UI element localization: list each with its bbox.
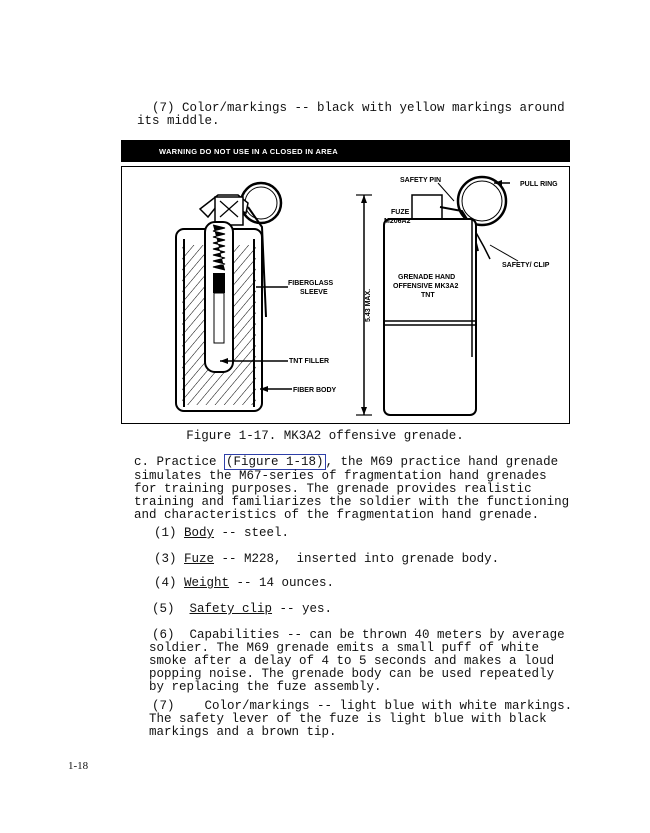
practice-line: simulates the M67-series of fragmentation hand grenades xyxy=(134,469,547,483)
label-fiber-body: FIBER BODY xyxy=(293,387,337,394)
section7-line2: its middle. xyxy=(137,114,220,128)
item-weight xyxy=(154,577,334,590)
label-grenade-hand: GRENADE HAND xyxy=(398,274,456,281)
page-number: 1-18 xyxy=(68,760,89,772)
colors-line: (7) Color/markings -- light blue with white markings. xyxy=(152,699,573,713)
practice-prefix: c. Practice xyxy=(134,455,225,469)
figure-caption: Figure 1-17. MK3A2 offensive grenade. xyxy=(186,429,464,443)
item-term: Body xyxy=(184,526,215,540)
section7-line1: (7) Color/markings -- black with yellow markings around xyxy=(152,101,565,115)
figure-frame xyxy=(121,166,570,424)
item-number: (4) xyxy=(154,576,185,590)
practice-first-line xyxy=(134,456,558,469)
item-text: -- yes. xyxy=(272,602,333,616)
practice-line: training and familiarizes the soldier with the functioning xyxy=(134,495,570,509)
label-fuze-model: M206A2 xyxy=(384,218,411,225)
practice-line: and characteristics of the fragmentation hand grenade. xyxy=(134,508,540,522)
capabilities-line: smoke after a delay of 4 to 5 seconds and makes a loud xyxy=(149,654,555,668)
colors-line: markings and a brown tip. xyxy=(149,725,337,739)
item-term: Safety clip xyxy=(189,602,273,616)
item-safety-clip xyxy=(152,603,332,616)
label-fuze: FUZE xyxy=(391,209,410,216)
item-text: -- M228, inserted into grenade body. xyxy=(214,552,500,566)
label-dimension: 5.43 MAX. xyxy=(365,288,372,322)
item-term: Fuze xyxy=(184,552,215,566)
item-number: (5) xyxy=(152,602,190,616)
label-pull-ring: PULL RING xyxy=(520,181,558,188)
item-text: -- steel. xyxy=(214,526,290,540)
item-number: (3) xyxy=(154,552,185,566)
item-term: Weight xyxy=(184,576,230,590)
item-body xyxy=(154,527,289,540)
label-tnt-filler: TNT FILLER xyxy=(289,358,330,365)
practice-suffix: , the M69 practice hand grenade xyxy=(325,455,559,469)
capabilities-line: soldier. The M69 grenade emits a small puff of white xyxy=(149,641,540,655)
label-sleeve: SLEEVE xyxy=(300,289,328,296)
capabilities-line: (6) Capabilities -- can be thrown 40 meters by average xyxy=(152,628,565,642)
practice-line: for training purposes. The grenade provides realistic xyxy=(134,482,532,496)
capabilities-line: by replacing the fuze assembly. xyxy=(149,680,382,694)
item-number: (1) xyxy=(154,526,185,540)
figure-1-18-link[interactable]: (Figure 1-18) xyxy=(226,455,324,469)
colors-line: The safety lever of the fuze is light blue with black xyxy=(149,712,547,726)
item-fuze xyxy=(154,553,499,566)
cutaway-grenade xyxy=(176,183,292,411)
label-offensive: OFFENSIVE MK3A2 xyxy=(393,283,459,290)
warning-text: WARNING DO NOT USE IN A CLOSED IN AREA xyxy=(159,146,338,156)
label-tnt: TNT xyxy=(421,292,435,299)
item-text: -- 14 ounces. xyxy=(229,576,335,590)
label-safety-pin: SAFETY PIN xyxy=(400,177,442,184)
capabilities-line: popping noise. The grenade body can be used repeatedly xyxy=(149,667,555,681)
warning-banner xyxy=(121,140,570,162)
label-fiberglass: FIBERGLASS xyxy=(288,280,334,287)
grenade-illustration xyxy=(122,167,568,422)
label-safety-clip: SAFETY/ CLIP xyxy=(502,262,550,269)
